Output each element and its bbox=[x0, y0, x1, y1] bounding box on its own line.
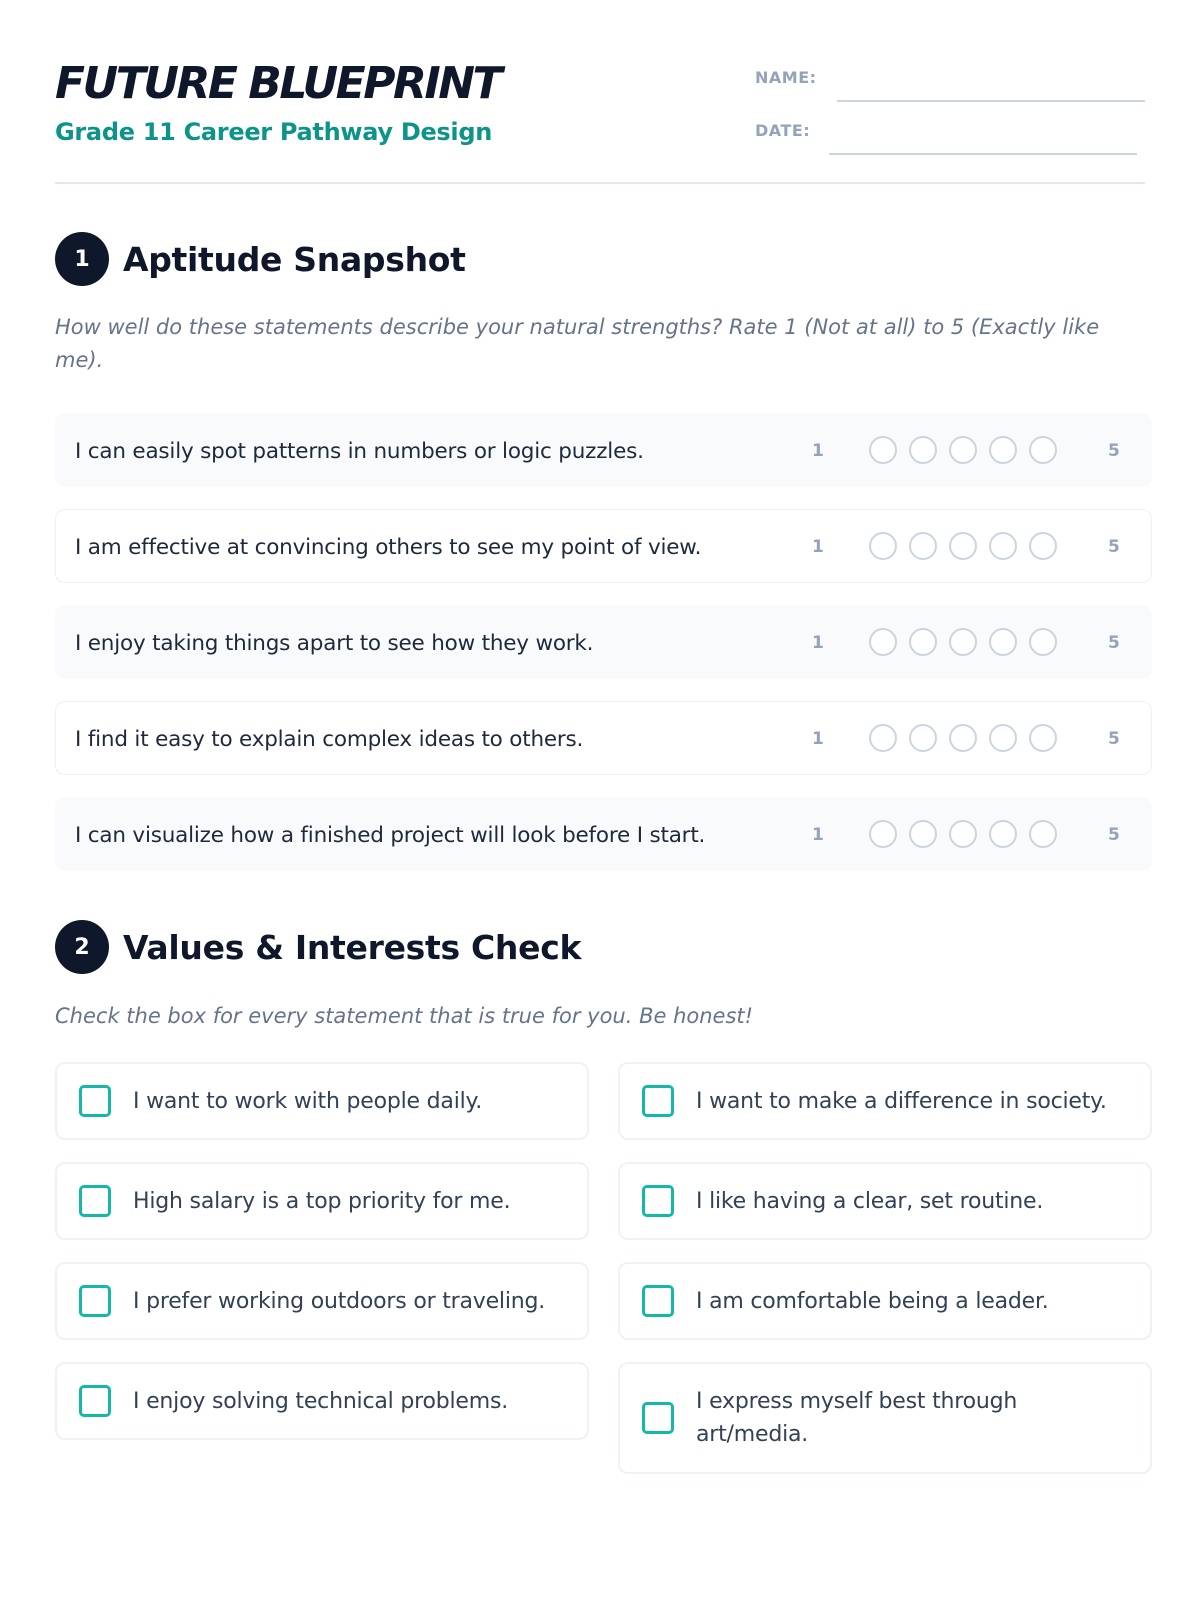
checkbox[interactable] bbox=[79, 1085, 111, 1117]
rating-radio-5[interactable] bbox=[1029, 628, 1057, 656]
date-label: DATE: bbox=[755, 121, 811, 140]
rating-radio-5[interactable] bbox=[1029, 436, 1057, 464]
scale-high-label: 5 bbox=[1108, 537, 1120, 557]
rating-statement: I am effective at convincing others to see my point of view. bbox=[75, 534, 702, 560]
checklist-label: I like having a clear, set routine. bbox=[696, 1188, 1044, 1214]
name-input-line[interactable] bbox=[837, 100, 1145, 102]
rating-options bbox=[869, 532, 1069, 560]
rating-radio-4[interactable] bbox=[989, 724, 1017, 752]
checklist-item[interactable] bbox=[618, 1162, 1152, 1240]
rating-radio-2[interactable] bbox=[909, 820, 937, 848]
rating-radio-2[interactable] bbox=[909, 724, 937, 752]
checklist-item[interactable] bbox=[618, 1262, 1152, 1340]
checkbox[interactable] bbox=[79, 1385, 111, 1417]
checklist-label: I express myself best through art/media. bbox=[696, 1389, 1018, 1447]
rating-radio-1[interactable] bbox=[869, 628, 897, 656]
section-title: Aptitude Snapshot bbox=[123, 239, 466, 279]
name-field[interactable] bbox=[755, 62, 1145, 102]
section-title: Values & Interests Check bbox=[123, 927, 582, 967]
checklist-label: High salary is a top priority for me. bbox=[133, 1188, 511, 1214]
checklist-item[interactable] bbox=[55, 1162, 589, 1240]
rating-row bbox=[55, 413, 1152, 487]
scale-low-label: 1 bbox=[812, 537, 824, 557]
rating-radio-1[interactable] bbox=[869, 436, 897, 464]
checklist-label: I want to work with people daily. bbox=[133, 1088, 483, 1114]
rating-radio-5[interactable] bbox=[1029, 820, 1057, 848]
rating-radio-3[interactable] bbox=[949, 820, 977, 848]
section-number-badge: 2 bbox=[55, 920, 109, 974]
checklist-item[interactable] bbox=[55, 1062, 589, 1140]
rating-radio-1[interactable] bbox=[869, 820, 897, 848]
rating-row bbox=[55, 509, 1152, 583]
scale-low-label: 1 bbox=[812, 825, 824, 845]
rating-radio-2[interactable] bbox=[909, 436, 937, 464]
section-number-badge: 1 bbox=[55, 232, 109, 286]
section-instructions: Check the box for every statement that is true for you. Be honest! bbox=[55, 1004, 754, 1028]
rating-options bbox=[869, 724, 1069, 752]
checkbox[interactable] bbox=[79, 1185, 111, 1217]
rating-radio-3[interactable] bbox=[949, 628, 977, 656]
rating-radio-4[interactable] bbox=[989, 532, 1017, 560]
rating-radio-1[interactable] bbox=[869, 532, 897, 560]
section-instructions: How well do these statements describe your natural strengths? Rate 1 (Not at all) to 5 (Exactly like me). bbox=[55, 315, 1100, 372]
rating-row bbox=[55, 701, 1152, 775]
rating-options bbox=[869, 628, 1069, 656]
date-input-line[interactable] bbox=[829, 153, 1137, 155]
checklist-item[interactable] bbox=[618, 1362, 1152, 1474]
rating-radio-3[interactable] bbox=[949, 436, 977, 464]
scale-high-label: 5 bbox=[1108, 825, 1120, 845]
rating-statement: I enjoy taking things apart to see how they work. bbox=[75, 630, 594, 656]
date-field[interactable] bbox=[755, 115, 1145, 155]
rating-statement: I find it easy to explain complex ideas to others. bbox=[75, 726, 584, 752]
checklist-column-left bbox=[55, 1062, 589, 1462]
checklist-column-right bbox=[618, 1062, 1152, 1496]
checkbox[interactable] bbox=[642, 1185, 674, 1217]
rating-radio-4[interactable] bbox=[989, 820, 1017, 848]
rating-radio-2[interactable] bbox=[909, 532, 937, 560]
worksheet-header bbox=[55, 0, 1145, 184]
rating-row bbox=[55, 605, 1152, 679]
scale-low-label: 1 bbox=[812, 633, 824, 653]
scale-high-label: 5 bbox=[1108, 633, 1120, 653]
rating-radio-5[interactable] bbox=[1029, 724, 1057, 752]
section-values-header bbox=[55, 920, 581, 974]
checklist-label: I want to make a difference in society. bbox=[696, 1088, 1107, 1114]
rating-radio-1[interactable] bbox=[869, 724, 897, 752]
checkbox[interactable] bbox=[642, 1402, 674, 1434]
rating-radio-3[interactable] bbox=[949, 724, 977, 752]
document-title: FUTURE BLUEPRINT bbox=[55, 58, 501, 109]
rating-row bbox=[55, 797, 1152, 871]
rating-options bbox=[869, 820, 1069, 848]
checklist-label: I am comfortable being a leader. bbox=[696, 1288, 1049, 1314]
document-subtitle: Grade 11 Career Pathway Design bbox=[55, 118, 492, 146]
scale-high-label: 5 bbox=[1108, 441, 1120, 461]
checklist-item[interactable] bbox=[55, 1362, 589, 1440]
rating-radio-2[interactable] bbox=[909, 628, 937, 656]
rating-radio-4[interactable] bbox=[989, 436, 1017, 464]
checkbox[interactable] bbox=[642, 1085, 674, 1117]
rating-statement: I can easily spot patterns in numbers or logic puzzles. bbox=[75, 438, 644, 464]
section-aptitude-header bbox=[55, 232, 466, 286]
rating-radio-4[interactable] bbox=[989, 628, 1017, 656]
checklist-label: I enjoy solving technical problems. bbox=[133, 1388, 509, 1414]
checkbox[interactable] bbox=[79, 1285, 111, 1317]
rating-statement: I can visualize how a finished project will look before I start. bbox=[75, 822, 706, 848]
scale-low-label: 1 bbox=[812, 441, 824, 461]
checklist-item[interactable] bbox=[55, 1262, 589, 1340]
checklist-label: I prefer working outdoors or traveling. bbox=[133, 1288, 546, 1314]
checklist-item[interactable] bbox=[618, 1062, 1152, 1140]
rating-radio-3[interactable] bbox=[949, 532, 977, 560]
scale-high-label: 5 bbox=[1108, 729, 1120, 749]
checkbox[interactable] bbox=[642, 1285, 674, 1317]
aptitude-rating-list bbox=[55, 413, 1152, 893]
rating-radio-5[interactable] bbox=[1029, 532, 1057, 560]
name-label: NAME: bbox=[755, 68, 817, 87]
scale-low-label: 1 bbox=[812, 729, 824, 749]
rating-options bbox=[869, 436, 1069, 464]
